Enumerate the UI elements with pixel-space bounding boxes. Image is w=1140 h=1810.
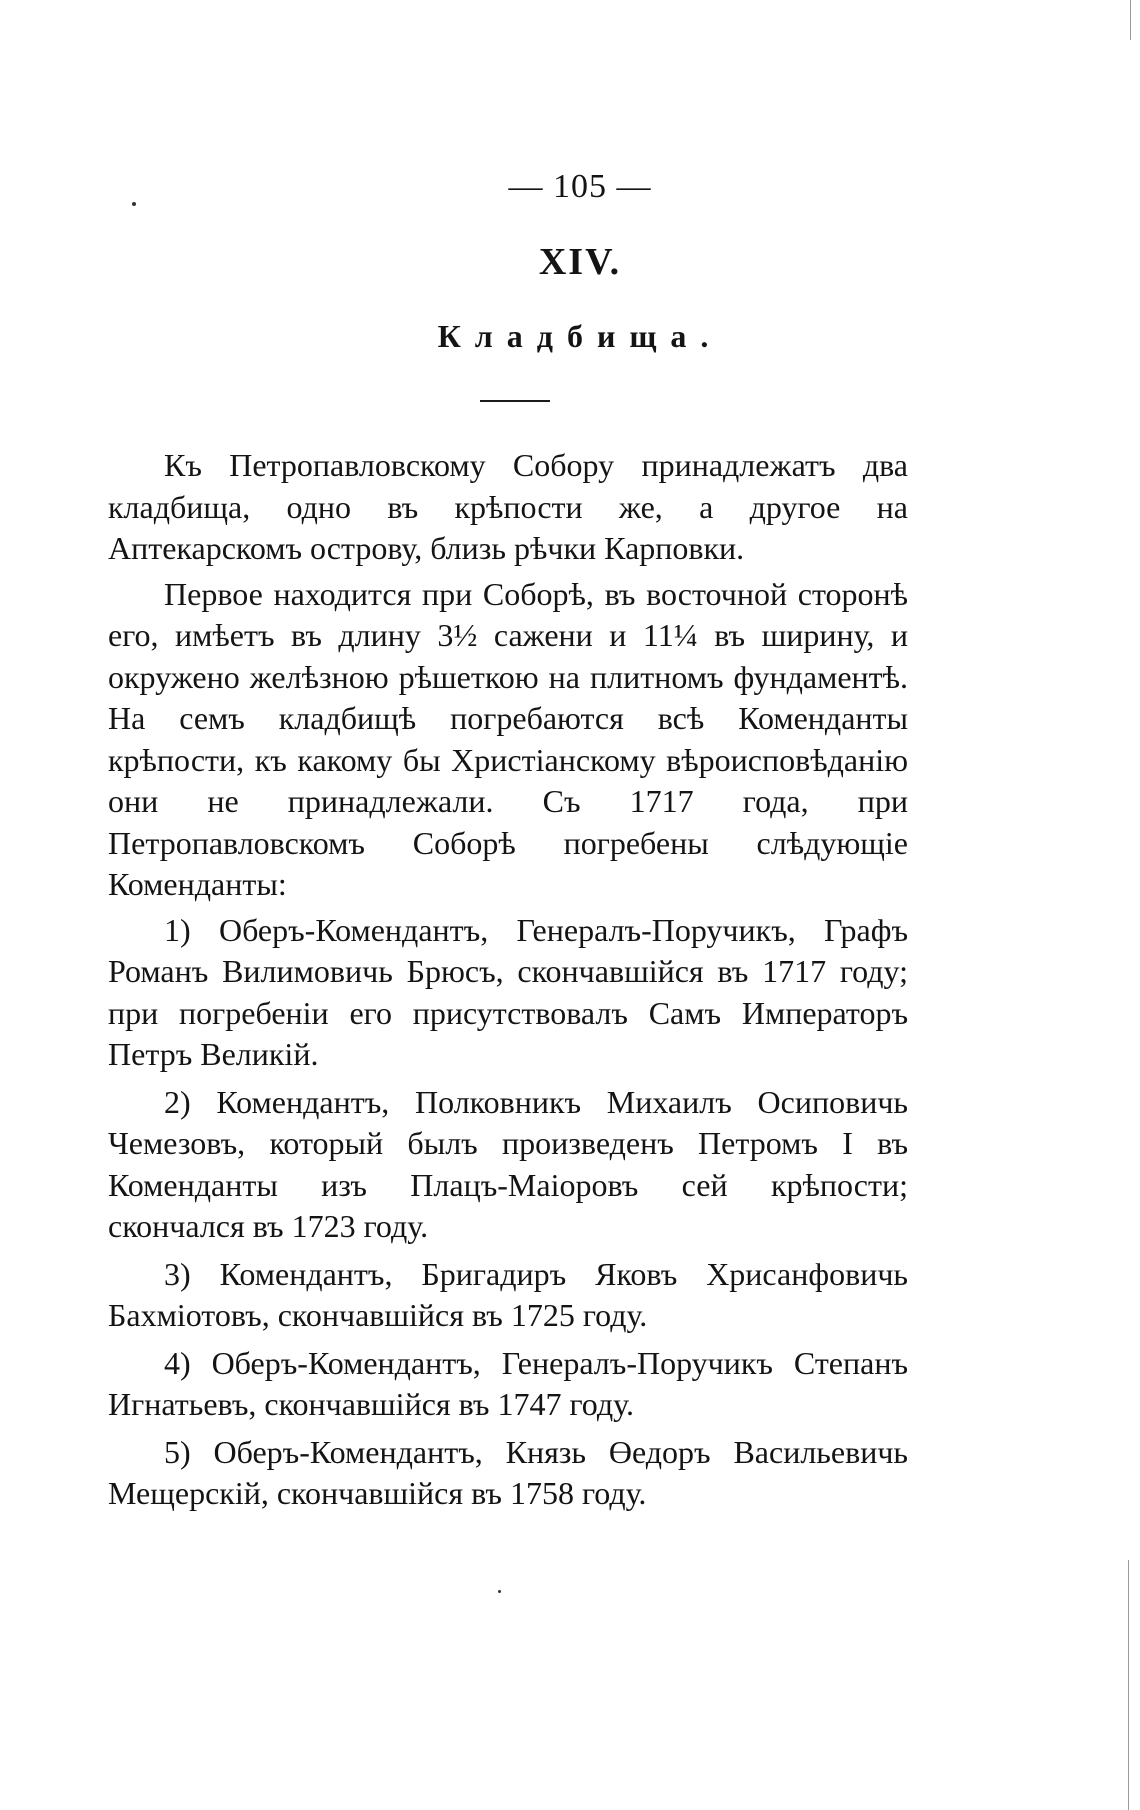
page-number: — 105 — bbox=[508, 168, 652, 205]
title-divider bbox=[480, 400, 550, 402]
list-item-1: 1) Оберъ-Комендантъ, Генералъ-Поручикъ, Графъ Романъ Вилимовичь Брюсъ, скончавшійся въ 1717 году; при погребеніи его присутствовалъ Самъ Императоръ Петръ Великій. bbox=[108, 911, 908, 1072]
scan-speck-lower bbox=[498, 1590, 501, 1593]
list-item-3: 3) Комендантъ, Бригадиръ Яковъ Хрисанфовичь Бахміотовъ, скончавшійся въ 1725 году. bbox=[108, 1255, 908, 1333]
paragraph-intro: Къ Петропавловскому Собору принадлежатъ два кладбища, одно въ крѣпости же, а другое на Аптекарскомъ острову, близь рѣчки Карповки. bbox=[108, 447, 908, 566]
chapter-title: Кладбища. bbox=[437, 318, 723, 354]
list-item-4: 4) Оберъ-Комендантъ, Генералъ-Поручикъ Степанъ Игнатьевъ, скончавшійся въ 1747 году. bbox=[108, 1344, 908, 1422]
scan-edge-mark-bottom bbox=[1128, 1560, 1129, 1810]
list-item-2: 2) Комендантъ, Полковникъ Михаилъ Осиповичь Чемезовъ, который былъ произведенъ Петромъ I въ Коменданты изъ Плацъ-Маіоровъ сей крѣпости; скончался въ 1723 году. bbox=[108, 1083, 908, 1244]
scan-speck bbox=[132, 202, 136, 206]
scan-edge-mark bbox=[1130, 0, 1131, 40]
list-item-5: 5) Оберъ-Комендантъ, Князь Өедоръ Васильевичь Мещерскій, скончавшійся въ 1758 году. bbox=[108, 1433, 908, 1511]
body-text bbox=[108, 445, 908, 1521]
chapter-numeral: XIV. bbox=[538, 241, 622, 283]
paragraph-first-cemetery: Первое находится при Соборѣ, въ восточной сторонѣ его, имѣетъ въ длину 3½ сажени и 11¼ въ ширину, и окружено желѣзною рѣшеткою на плитномъ фундаментѣ. На семъ кладбищѣ погребаются всѣ Коменданты крѣпости, къ какому бы Христіанскому вѣроисповѣданію они не принадлежали. Съ 1717 года, при Петропавловскомъ Соборѣ погребены слѣдующіе Коменданты: bbox=[108, 575, 908, 902]
